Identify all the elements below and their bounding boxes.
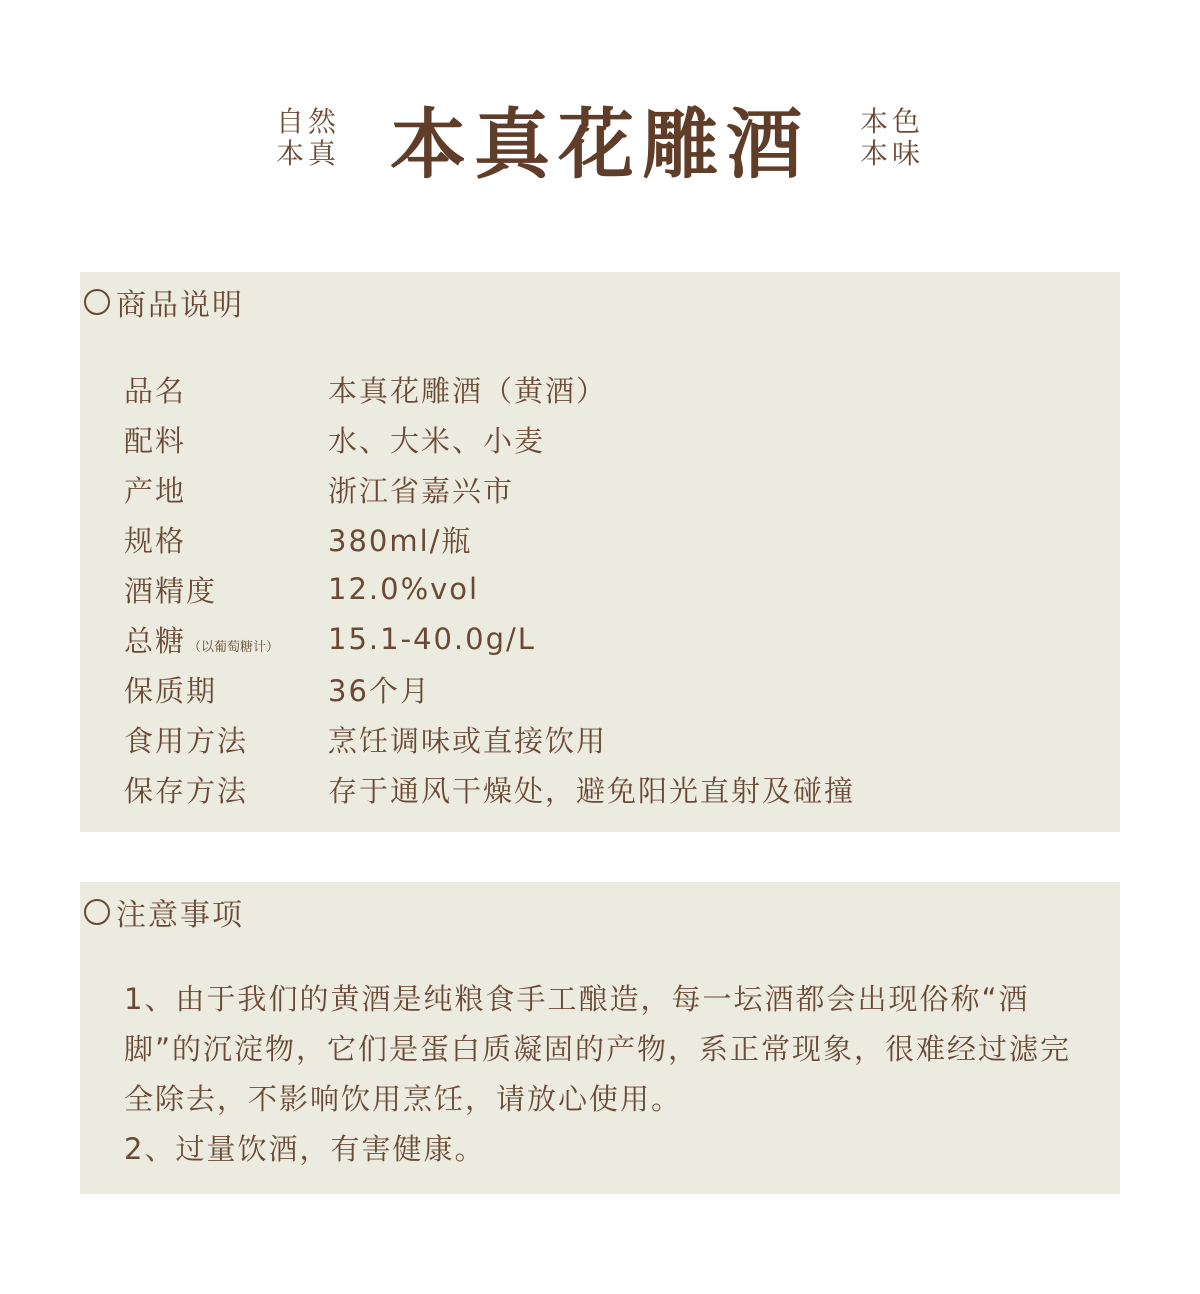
page-header (0, 88, 1200, 188)
tagline-right-line1: 本色 (860, 105, 925, 138)
circle-bullet-icon (84, 899, 110, 925)
spec-label (124, 419, 328, 460)
spec-label-text: 保存方法 (124, 773, 249, 808)
spec-value: 浙江省嘉兴市 (328, 473, 515, 508)
spec-value: 本真花雕酒（黄酒） (328, 373, 608, 408)
spec-value: 15.1-40.0g/L (328, 622, 536, 656)
spec-list (124, 364, 855, 814)
product-title: 本真花雕酒 (390, 99, 810, 189)
spec-row (124, 564, 855, 614)
spec-label (124, 369, 328, 410)
spec-label (124, 619, 328, 660)
spec-label (124, 669, 328, 710)
spec-value: 36个月 (328, 673, 431, 708)
spec-row (124, 764, 855, 814)
spec-label-text: 产地 (124, 473, 187, 508)
spec-label-text: 食用方法 (124, 723, 249, 758)
spec-row (124, 364, 855, 414)
spec-label-text: 酒精度 (124, 573, 218, 608)
product-info-heading-text: 商品说明 (116, 288, 244, 323)
spec-label (124, 569, 328, 610)
spec-label-text: 品名 (124, 373, 187, 408)
spec-value: 380ml/瓶 (328, 523, 473, 558)
header-left-tagline (276, 106, 340, 170)
notice-text (124, 974, 1099, 1174)
notice-panel (80, 882, 1120, 1194)
spec-value: 存于通风干燥处，避免阳光直射及碰撞 (328, 773, 856, 808)
product-info-heading (84, 280, 244, 324)
spec-label-text: 规格 (124, 523, 187, 558)
spec-label (124, 769, 328, 810)
spec-row (124, 464, 855, 514)
header-right-tagline (860, 106, 924, 170)
spec-label-text: 配料 (124, 423, 187, 458)
spec-value: 12.0%vol (328, 572, 480, 606)
spec-row (124, 514, 855, 564)
circle-bullet-icon (84, 289, 110, 315)
spec-value: 烹饪调味或直接饮用 (328, 723, 608, 758)
spec-row (124, 614, 855, 664)
notice-heading (84, 890, 244, 934)
spec-label (124, 469, 328, 510)
spec-label-note: （以葡萄糖计） (188, 639, 280, 655)
spec-label-text: 保质期 (124, 673, 218, 708)
notice-item-1: 1、由于我们的黄酒是纯粮食手工酿造，每一坛酒都会出现俗称“酒脚”的沉淀物，它们是蛋白质凝固的产物，系正常现象，很难经过滤完全除去，不影响饮用烹饪，请放心使用。 (124, 982, 1072, 1116)
spec-label-text: 总糖 (124, 623, 187, 658)
tagline-right-line2: 本味 (860, 137, 925, 170)
spec-row (124, 664, 855, 714)
tagline-left-line2: 本真 (275, 137, 340, 170)
notice-item-2: 2、过量饮酒，有害健康。 (124, 1132, 486, 1166)
tagline-left-line1: 自然 (275, 105, 340, 138)
spec-value: 水、大米、小麦 (328, 423, 546, 458)
product-info-panel (80, 272, 1120, 832)
notice-heading-text: 注意事项 (116, 898, 244, 933)
spec-label (124, 519, 328, 560)
spec-row (124, 414, 855, 464)
spec-row (124, 714, 855, 764)
spec-label (124, 719, 328, 760)
